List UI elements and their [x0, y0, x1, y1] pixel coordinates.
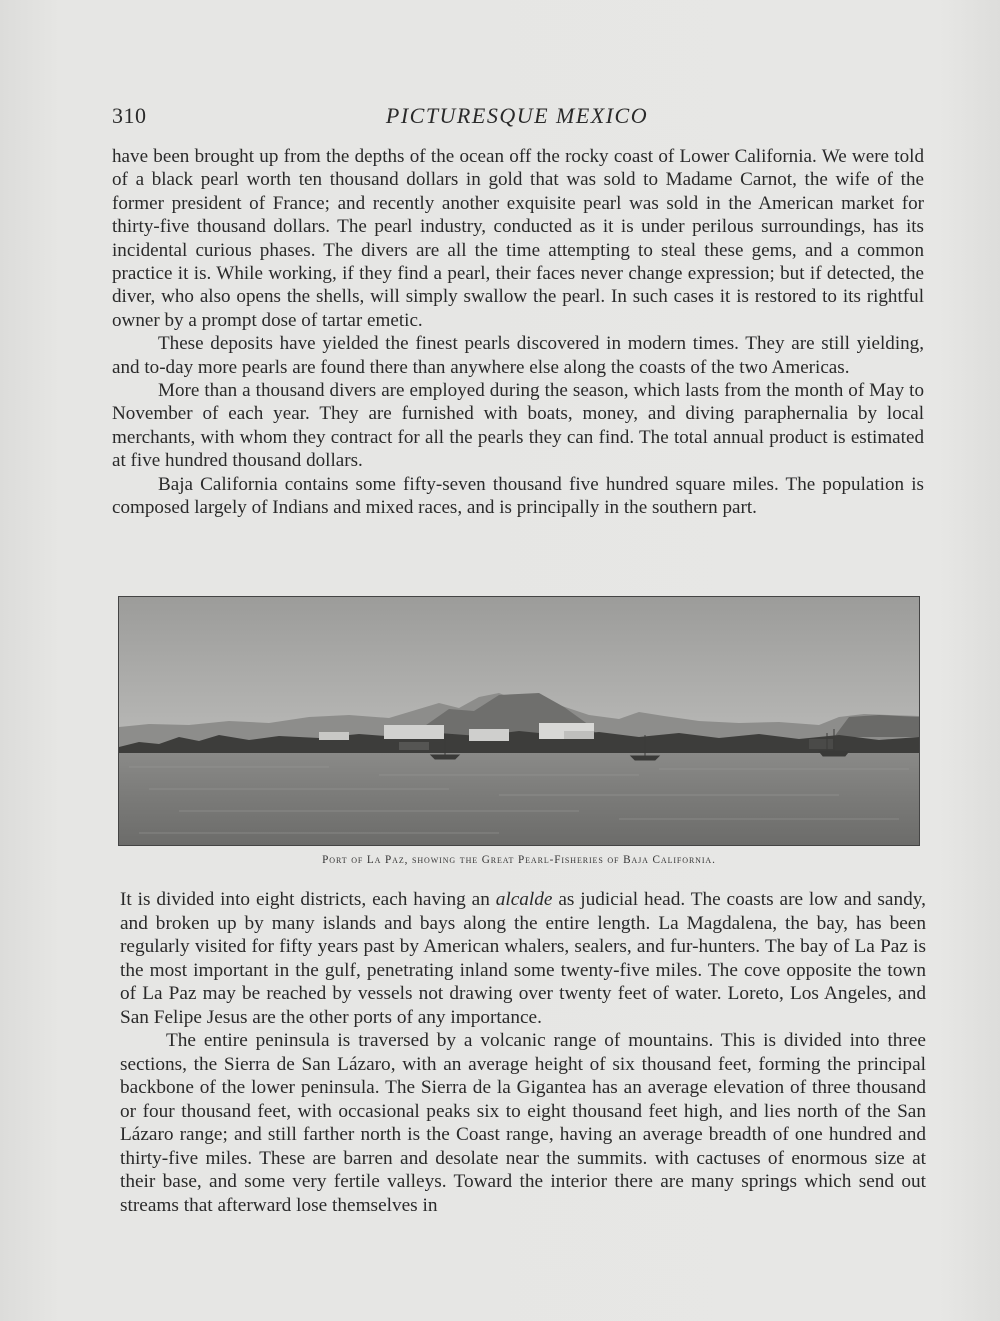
paragraph-text: It is divided into eight districts, each having an: [120, 889, 496, 910]
paragraph: The entire peninsula is traversed by a volcanic range of mountains. This is divided into three sections, the Sierra de San Lázaro, with an average height of six thousand feet, forming the principal backbone of the lower peninsula. The Sierra de la Gigantea has an average elevation of three thousand or four thousand feet, with occasional peaks six to eight thousand feet high, and lies north of the San Lázaro range; and still farther north is the Coast range, having an average breadth of one hundred and thirty-five miles. These are barren and desolate near the summits. with cactuses of enormous size at their base, and some very fertile valleys. Toward the interior there are many springs which send out streams that afterward lose themselves in: [120, 1030, 926, 1216]
page-number: 310: [112, 103, 147, 128]
paragraph: More than a thousand divers are employed during the season, which lasts from the month of May to November of each year. They are furnished with boats, money, and diving paraphernalia by local merchants, with whom they contract for all the pearls they can find. The total annual product is estimated at five hundred thousand dollars.: [112, 380, 924, 472]
body-text-upper: [112, 145, 924, 520]
page-header: [112, 103, 922, 133]
plate-caption: Port of La Paz, showing the Great Pearl-Fisheries of Baja California.: [322, 854, 716, 866]
paragraph: These deposits have yielded the finest pearls discovered in modern times. They are still yielding, and to-day more pearls are found there than anywhere else along the coasts of the two Americas.: [112, 333, 924, 378]
harbor-photo-image: [119, 597, 919, 845]
paragraph: Baja California contains some fifty-seven thousand five hundred square miles. The population is composed largely of Indians and mixed races, and is principally in the southern part.: [112, 473, 924, 519]
running-title: PICTURESQUE MEXICO: [385, 103, 649, 128]
paragraph: have been brought up from the depths of the ocean off the rocky coast of Lower California. We were told of a black pearl worth ten thousand dollars in gold that was sold to Madame Carnot, the wife of the former president of France; and recently another exquisite pearl was sold in the American market for thirty-five thousand dollars. The pearl industry, conducted as it is under perilous surroundings, has its incidental curious phases. The divers are all the time attempting to steal these gems, and a common practice it is. While working, if they find a pearl, their faces never change expression; but if detected, the diver, who also opens the shells, will simply swallow the pearl. In such cases it is restored to its rightful owner by a prompt dose of tartar emetic.: [112, 146, 924, 331]
body-text-lower: [120, 888, 926, 1217]
paragraph: [120, 888, 926, 1029]
harbor-photograph: [118, 596, 920, 846]
italic-term: alcalde: [495, 889, 553, 910]
paragraph-text: as judicial head. The coasts are low and sandy, and broken up by many islands and bays along the entire length. La Magdalena, the bay, has been regularly visited for fifty years past by American whalers, sealers, and fur-hunters. The bay of La Paz is the most important in the gulf, penetrating inland some twenty-five miles. The cove opposite the town of La Paz may be reached by vessels not drawing over twenty feet of water. Loreto, Los Angeles, and San Felipe Jesus are the other ports of any importance.: [120, 889, 926, 1028]
